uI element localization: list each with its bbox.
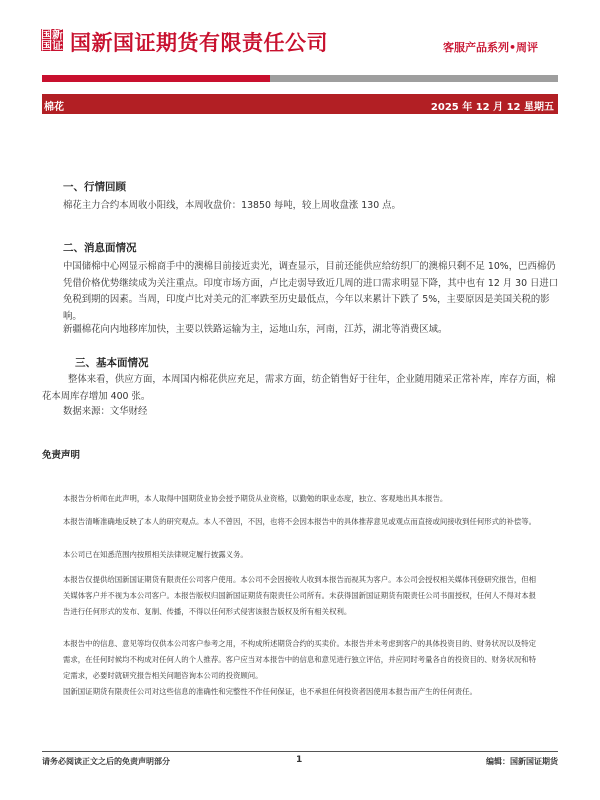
fundamentals-paragraph: 整体来看，供应方面，本周国内棉花供应充足，需求方面，纺企销售好于往年，企业随用随采正常补库，库存方面，棉花本周库存增加 400 张。 <box>42 374 556 402</box>
logo-text-bottom: 国证 <box>41 39 63 51</box>
disclaimer-paragraph: 本报告分析师在此声明，本人取得中国期货业协会授予期货从业资格，以勤勉的职业态度，独立、客观地出具本报告。 <box>63 494 448 503</box>
page-number: 1 <box>296 755 303 765</box>
section-heading-fundamentals: 三、基本面情况 <box>75 357 149 369</box>
company-logo <box>41 29 63 51</box>
section-heading-market-review: 一、行情回顾 <box>63 181 126 193</box>
disclaimer-paragraph: 国新国证期货有限责任公司对这些信息的准确性和完整性不作任何保证，也不承担任何投资者因使用本报告而产生的任何责任。 <box>63 687 477 696</box>
header-red-bar <box>42 75 270 82</box>
product-series: 客服产品系列•周评 <box>442 41 538 54</box>
disclaimer-paragraph: 本报告清晰准确地反映了本人的研究观点。本人不曾因，不因，也将不会因本报告中的具体推荐意见或观点而直接或间接收到任何形式的补偿等。 <box>63 517 537 526</box>
footer-notice: 请务必阅读正文之后的免责声明部分 <box>42 757 170 766</box>
commodity-label: 棉花 <box>44 102 64 113</box>
footer-editor: 编辑：国新国证期货 <box>486 757 558 766</box>
data-source: 数据来源：文华财经 <box>63 406 148 417</box>
company-name: 国新国证期货有限责任公司 <box>70 31 328 55</box>
title-band <box>42 94 558 114</box>
disclaimer-paragraph: 本公司已在知悉范围内按照相关法律规定履行披露义务。 <box>63 550 248 559</box>
disclaimer-heading: 免责声明 <box>42 450 81 461</box>
header-grey-bar <box>270 75 558 82</box>
section-heading-news: 二、消息面情况 <box>63 242 137 254</box>
disclaimer-paragraph: 本报告仅提供给国新国证期货有限责任公司客户使用。本公司不会因接收人收到本报告而视其为客户。本公司会授权相关媒体刊登研究报告，但相关媒体客户并不视为本公司客户。本报告版权归国新国证期货有限责任公司所有。未获得国新国证期货有限责任公司书面授权，任何人不得对本报告进行任何形式的发布、复制、传播，不得以任何形式侵害该报告版权及所有相关权利。 <box>63 575 537 616</box>
market-review-text: 棉花主力合约本周收小阳线，本周收盘价：13850 每吨，较上周收盘涨 130 点。 <box>63 200 401 211</box>
logo-text-top: 国新 <box>41 29 63 41</box>
footer-divider <box>42 751 558 752</box>
report-date: 2025 年 12 月 12 星期五 <box>430 102 554 113</box>
disclaimer-paragraph: 本报告中的信息、意见等均仅供本公司客户参考之用，不构成所述期货合约的买卖价。本报告并未考虑到客户的具体投资目的、财务状况以及特定需求，在任何时候均不构成对任何人的个人推荐。客户应当对本报告中的信息和意见进行独立评估，并应同时考量各自的投资目的、财务状况和特定需求，必要时就研究报告相关问题咨询本公司的投资顾问。 <box>63 639 537 680</box>
news-paragraph-2: 新疆棉花向内地移库加快，主要以铁路运输为主，运地山东，河南，江苏，湖北等消费区域。 <box>63 324 448 335</box>
news-paragraph-1: 中国储棉中心网显示棉商手中的澳棉目前接近卖光，调查显示，目前还能供应给纺织厂的澳棉只剩不足 10%，巴西棉仍凭借价格优势继续成为关注重点。印度市场方面，卢比走弱导致近几周的进口需求明显下降，其中也有 12 月 30 日进口免税到期的因素。当周，印度卢比对美元的汇率跌至历史最低点，今年以来累计下跌了 5%，主要原因是美国关税的影响。 <box>63 261 559 322</box>
